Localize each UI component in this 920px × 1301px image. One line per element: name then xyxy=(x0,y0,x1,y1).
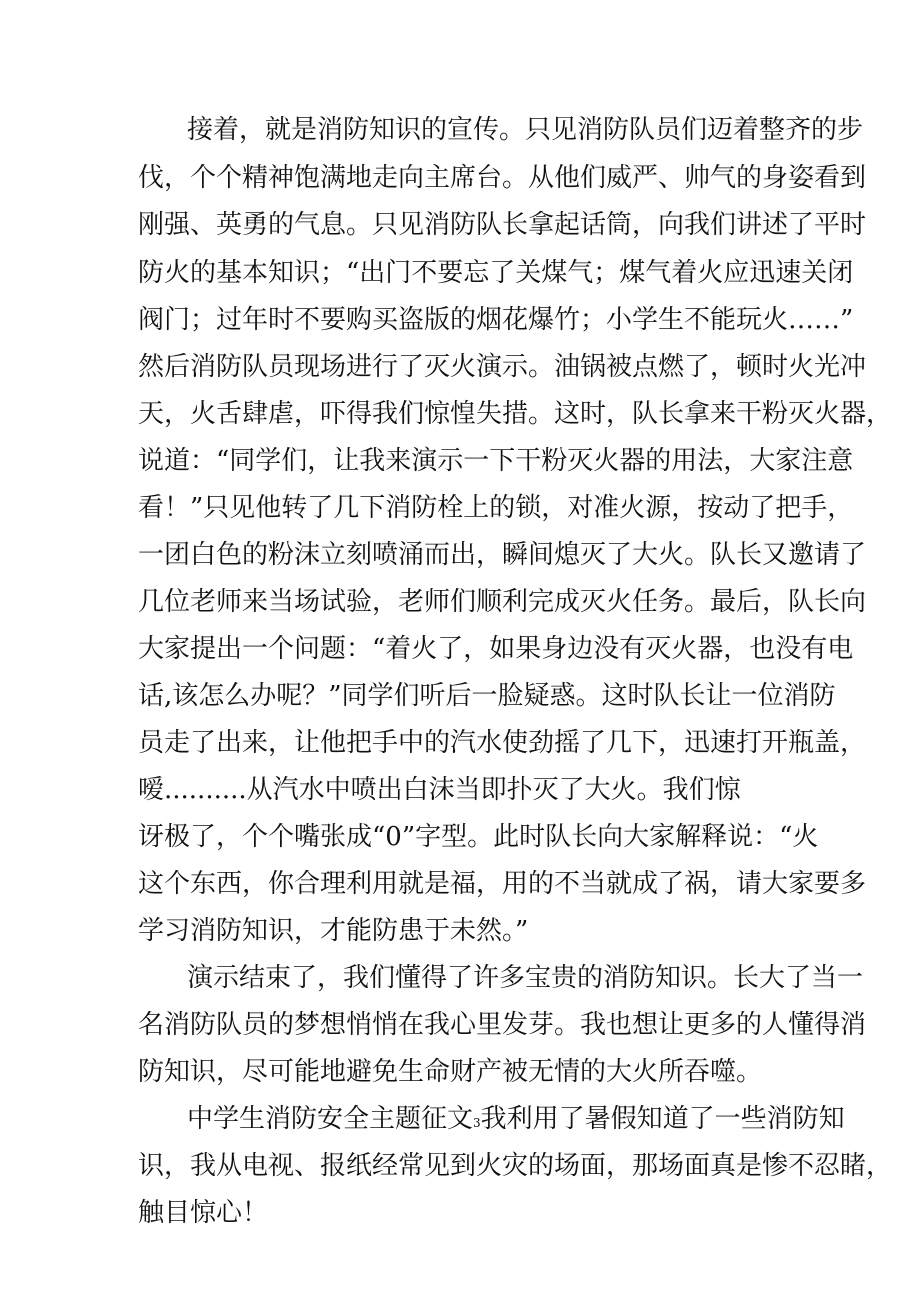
text-line: 大家提出一个问题：“着火了，如果身边没有灭火器，也没有电 xyxy=(138,634,854,664)
text-line: 接着，就是消防知识的宣传。只见消防队员们迈着整齐的步 xyxy=(187,115,864,145)
text-line: 这个东西，你合理利用就是福，用的不当就成了祸，请大家要多 xyxy=(138,869,867,899)
text-line: 名消防队员的梦想悄悄在我心里发芽。我也想让更多的人懂得消 xyxy=(138,1010,867,1040)
text-line: 员走了出来，让他把手中的汽水使劲摇了几下，迅速打开瓶盖， xyxy=(138,728,867,758)
text-line: 识，我从电视、报纸经常见到火灾的场面，那场面真是惨不忍睹， xyxy=(138,1151,893,1181)
text-line: 嗳..........从汽水中喷出白沫当即扑灭了大火。我们惊 xyxy=(138,775,741,805)
text-line: 看！”只见他转了几下消防栓上的锁，对准火源，按动了把手， xyxy=(138,493,854,523)
essay-number: 3 xyxy=(473,1116,481,1130)
text-line: 讶极了，个个嘴张成“0”字型。此时队长向大家解释说：“火 xyxy=(138,822,819,852)
text-line: 话,该怎么办呢？”同学们听后一脸疑惑。这时队长让一位消防 xyxy=(138,681,836,711)
text-line: 说道：“同学们，让我来演示一下干粉灭火器的用法，大家注意 xyxy=(138,446,854,476)
text-line: 几位老师来当场试验，老师们顺利完成灭火任务。最后，队长向 xyxy=(138,587,867,617)
text-line: 演示结束了，我们懂得了许多宝贵的消防知识。长大了当一 xyxy=(187,963,864,993)
essay-title-inline: 中学生消防安全主题征文 xyxy=(187,1104,474,1134)
text-line: 然后消防队员现场进行了灭火演示。油锅被点燃了，顿时火光冲 xyxy=(138,352,867,382)
text-line: 防火的基本知识；“出门不要忘了关煤气；煤气着火应迅速关闭 xyxy=(138,258,854,288)
text-line: 防知识，尽可能地避免生命财产被无情的大火所吞噬。 xyxy=(138,1057,763,1087)
text-line: 天，火舌肆虐，吓得我们惊惶失措。这时，队长拿来干粉灭火器， xyxy=(138,399,893,429)
text-line: 触目惊心！ xyxy=(138,1198,269,1228)
text-line xyxy=(187,1099,845,1139)
text-line: 阀门；过年时不要购买盗版的烟花爆竹；小学生不能玩火……” xyxy=(138,305,854,335)
text-line: 一团白色的粉沫立刻喷涌而出，瞬间熄灭了大火。队长又邀请了 xyxy=(138,540,867,570)
text-line: 学习消防知识，才能防患于未然。” xyxy=(138,916,529,946)
text-line: 伐，个个精神饱满地走向主席台。从他们威严、帅气的身姿看到 xyxy=(138,163,867,193)
text-fragment: 我利用了暑假知道了一些消防知 xyxy=(480,1104,845,1134)
text-line: 刚强、英勇的气息。只见消防队长拿起话筒，向我们讲述了平时 xyxy=(138,210,867,240)
